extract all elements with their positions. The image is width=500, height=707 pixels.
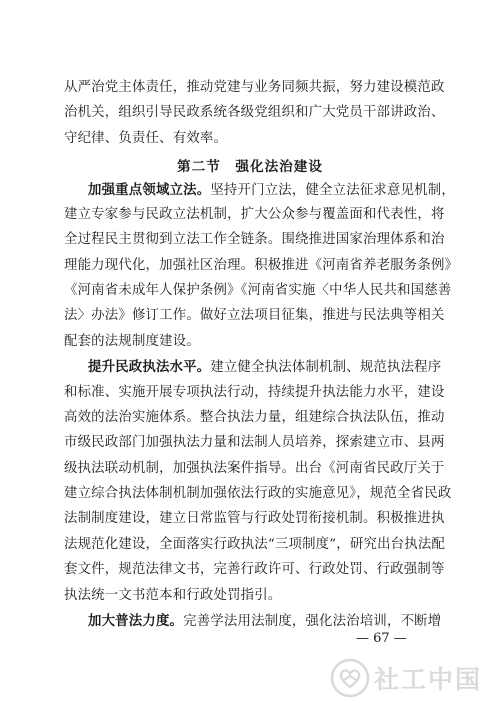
text-line: 建立专家参与民政立法机制，扩大公众参与覆盖面和代表性，将 [64, 207, 445, 222]
text-line: 级执法联动机制，加强执法案件指导。出台《河南省民政厅关于 [64, 461, 445, 476]
text-line: 法制制度建设，建立日常监管与行政处罚衔接机制。积极推进执 [64, 511, 445, 526]
text-line: 全过程民主贯彻到立法工作全链条。围绕推进国家治理体系和治 [64, 232, 445, 247]
text-line: 套文件，规范法律文书，完善行政许可、行政处罚、行政强制等 [64, 562, 445, 577]
para3-first-line [88, 612, 442, 631]
watermark-logo [330, 654, 495, 702]
text-line: 理能力现代化，加强社区治理。积极推进《河南省养老服务条例》 [64, 258, 459, 273]
paragraph-lead: 加大普法力度。 [88, 613, 184, 629]
text-line: 建立综合执法体制机制加强依法行政的实施意见》，规范全省民政 [64, 486, 452, 501]
watermark-text: 社工中国 [374, 665, 483, 694]
text-line: 高效的法治实施体系。整合执法力量，组建综合执法队伍，推动 [64, 410, 445, 425]
paragraph-lead: 加强重点领域立法。 [88, 182, 211, 198]
paragraph-text: 坚持开门立法，健全立法征求意见机制， [210, 183, 455, 198]
text-line: 法〉办法》修订工作。做好立法项目征集，推进与民法典等相关 [64, 308, 445, 323]
text-line: 治机关，组织引导民政系统各级党组织和广大党员干部讲政治、 [64, 105, 445, 120]
text-line: 守纪律、负责任、有效率。 [64, 131, 228, 146]
heart-hands-logo-icon [330, 658, 370, 698]
paragraph-first-line [88, 181, 455, 200]
page-number: — 67 — [356, 631, 407, 646]
text-line: 市级民政部门加强执法力量和法制人员培养，探索建立市、县两 [64, 435, 445, 450]
text-line: 和标准、实施开展专项执法行动，持续提升执法能力水平，建设 [64, 385, 445, 400]
paragraph-text: 建立健全执法体制机制、规范执法程序 [210, 360, 442, 375]
text-line: 配套的法规制度建设。 [64, 334, 200, 349]
text-line: 从严治党主体责任，推动党建与业务同频共振，努力建设模范政 [64, 80, 445, 95]
section-heading: 第二节 强化法治建设 [177, 159, 323, 175]
text-line: 执法统一文书范本和行政处罚指引。 [64, 588, 282, 603]
paragraph-first-line [88, 358, 442, 377]
paragraph-text: 完善学法用法制度，强化法治培训，不断增 [183, 614, 442, 629]
paragraph-lead: 提升民政执法水平。 [88, 359, 211, 375]
text-line: 法规范化建设，全面落实行政执法“三项制度”，研究出台执法配 [64, 537, 446, 552]
text-line: 《河南省未成年人保护条例》《河南省实施〈中华人民共和国慈善 [64, 283, 452, 298]
